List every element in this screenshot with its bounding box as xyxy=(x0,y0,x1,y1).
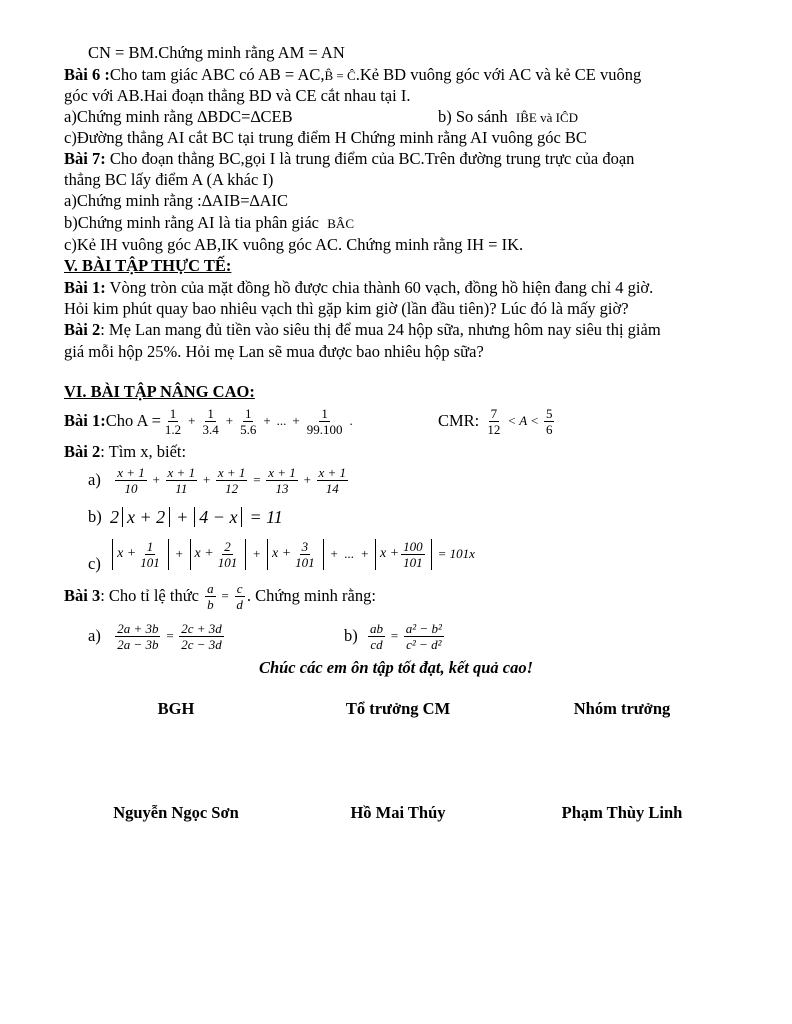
equation: x + 1 10 + $\frac{x + 1}{11}$ + $\frac{x + 1}{12}$ = $\frac{x + 1}{13}$ + $\frac{x + 1}{14}$ xyxy=(117,464,347,496)
angle-expression: B̂ = Ĉ xyxy=(324,68,356,83)
signature-title-nhom-truong: Nhóm trưởng xyxy=(573,699,671,718)
fraction: $\frac{2a + 3b}{2a - 3b}$ xyxy=(117,620,159,652)
closing-message: Chúc các em ôn tập tốt đạt, kết quả cao! xyxy=(258,658,534,677)
text: : Tìm x, biết: xyxy=(100,442,187,461)
fraction: $\frac{ab}{cd}$ xyxy=(370,620,383,652)
ratio-expression: $\frac{a}{b}$ = $\frac{c}{d}$ xyxy=(207,580,243,612)
text: b)Chứng minh rằng AI là tia phân giác xyxy=(64,213,320,232)
text: : Cho tỉ lệ thức xyxy=(100,586,199,605)
advanced-2b xyxy=(88,505,283,529)
text-line: góc với AB.Hai đoạn thẳng BD và CE cắt nhau tại I. xyxy=(64,86,411,105)
inequality-expression: 7 12 < A < 5 6 xyxy=(487,405,553,437)
problem-label: Bài 3 xyxy=(64,586,101,605)
text: b) So sánh xyxy=(438,107,508,126)
equation: 2 x + 2 + 4 − x = 11 xyxy=(110,507,283,527)
text: Vòng tròn của mặt đồng hồ được chia thành 60 vạch, đồng hồ hiện đang chỉ 4 giờ. xyxy=(105,278,654,297)
fraction: $\frac{x + 1}{12}$ xyxy=(217,464,246,496)
advanced-2 xyxy=(64,442,186,462)
problem-6-line-1 xyxy=(64,65,641,86)
equation: $\frac{2a + 3b}{2a - 3b}$ = $\frac{2c + 3d}{2c - 3d}$ xyxy=(117,620,222,652)
problem-7-line-1 xyxy=(64,149,634,169)
fraction: 5 6 xyxy=(545,405,553,437)
fraction: $\frac{1}{99.100}$ xyxy=(306,405,343,437)
problem-7b xyxy=(64,213,354,234)
fraction: $\frac{1}{5.6}$ xyxy=(240,405,257,437)
fraction: $\frac{x + 1}{14}$ xyxy=(318,464,347,496)
fraction: x + 1 10 xyxy=(117,464,145,496)
text: Cho A = xyxy=(105,411,161,430)
fraction: $\frac{\text{a² − b²}}{\text{c² − d²}}$ xyxy=(405,620,442,652)
signature-name-2: Hồ Mai Thúy xyxy=(350,803,446,822)
item-label: a) xyxy=(88,626,101,645)
advanced-1 xyxy=(64,403,356,439)
problem-7a: a)Chứng minh rằng :∆AIB=∆AIC xyxy=(64,191,289,210)
text: . Chứng minh rằng: xyxy=(246,586,376,605)
text: Cho đoạn thẳng BC,gọi I là trung điểm của BC.Trên đường trung trực của đoạn xyxy=(105,149,635,168)
fraction: $\frac{a}{b}$ xyxy=(207,580,214,612)
text-line: Hỏi kim phút quay bao nhiêu vạch thì gặp kim giờ (lần đầu tiên)? Lúc đó là mấy giờ? xyxy=(64,299,629,318)
fraction: $\frac{2c + 3d}{2c - 3d}$ xyxy=(181,620,222,652)
item-label: b) xyxy=(88,507,102,526)
item-label: c) xyxy=(88,554,101,573)
practice-1-line-1 xyxy=(64,278,653,298)
text: CMR: xyxy=(438,411,480,430)
fraction: 7 12 xyxy=(487,405,501,437)
section-heading-5: V. BÀI TẬP THỰC TẾ: xyxy=(64,256,232,275)
advanced-3b xyxy=(344,617,446,655)
fraction: $\frac{c}{d}$ xyxy=(236,580,243,612)
text: Cho tam giác ABC có AB = AC, xyxy=(109,65,325,84)
signature-name-1: Nguyễn Ngọc Sơn xyxy=(113,803,239,822)
advanced-3a xyxy=(88,617,226,655)
text: : Mẹ Lan mang đủ tiền vào siêu thị để mua 24 hộp sữa, nhưng hôm nay siêu thị giảm xyxy=(100,320,661,339)
item-label: a) xyxy=(88,470,101,489)
item-label: b) xyxy=(344,626,358,645)
problem-6a: a)Chứng minh rằng ∆BDC=∆CEB xyxy=(64,107,293,126)
signature-name-3: Phạm Thùy Linh xyxy=(561,803,683,822)
practice-2-line-1 xyxy=(64,320,661,340)
problem-6c: c)Đường thẳng AI cắt BC tại trung điểm H Chứng minh rằng AI vuông góc BC xyxy=(64,128,587,147)
advanced-3 xyxy=(64,578,376,614)
problem-label: Bài 1: xyxy=(64,411,106,430)
section-heading-6: VI. BÀI TẬP NÂNG CAO: xyxy=(64,382,255,401)
fraction: $\frac{x + 1}{13}$ xyxy=(268,464,296,496)
series-expression: 1 1.2 + $\frac{1}{3.4}$ + $\frac{1}{5.6}$ + ... + $\frac{1}{99.100}$ . xyxy=(164,405,353,437)
problem-6b xyxy=(438,107,578,128)
fraction: $\frac{x + 1}{11}$ xyxy=(167,464,196,496)
fraction: $\frac{1}{101}$ xyxy=(140,538,160,570)
angle-expression: IB̂E và IĈD xyxy=(515,110,579,125)
fraction: $\frac{3}{101}$ xyxy=(295,538,315,570)
equation: $\frac{ab}{cd}$ = $\frac{\text{a² − b²}}{\text{c² − d²}}$ xyxy=(370,620,442,652)
problem-label: Bài 6 : xyxy=(64,65,110,84)
fraction: 1 1.2 xyxy=(164,405,182,437)
advanced-2c xyxy=(88,534,478,574)
text-line: CN = BM.Chứng minh rằng AM = AN xyxy=(88,43,345,62)
text: .Kẻ BD vuông góc với AC và kẻ CE vuông xyxy=(355,65,642,84)
advanced-1-claim xyxy=(438,403,556,439)
problem-7c: c)Kẻ IH vuông góc AB,IK vuông góc AC. Chứng minh rằng IH = IK. xyxy=(64,235,524,254)
signature-title-bgh: BGH xyxy=(157,699,195,718)
problem-label: Bài 1: xyxy=(64,278,106,297)
fraction: $\frac{2}{101}$ xyxy=(217,538,238,570)
problem-label: Bài 2 xyxy=(64,442,101,461)
fraction: $\frac{1}{3.4}$ xyxy=(202,405,219,437)
advanced-2a xyxy=(88,462,350,498)
text-line: thẳng BC lấy điểm A (A khác I) xyxy=(64,170,274,189)
fraction: $\frac{100}{101}$ xyxy=(403,538,423,570)
signature-title-to-truong: Tổ trưởng CM xyxy=(345,699,451,718)
equation: x + $\frac{1}{101}$ + x + $\frac{2}{101}$ + x + $\frac{3}{101}$ + ... + x + $\frac{100}{101}$ = 101x xyxy=(109,539,478,570)
angle-expression: BÂC xyxy=(327,216,354,231)
problem-label: Bài 2 xyxy=(64,320,101,339)
problem-label: Bài 7: xyxy=(64,149,106,168)
text-line: giá mỗi hộp 25%. Hỏi mẹ Lan sẽ mua được bao nhiêu hộp sữa? xyxy=(64,342,484,361)
